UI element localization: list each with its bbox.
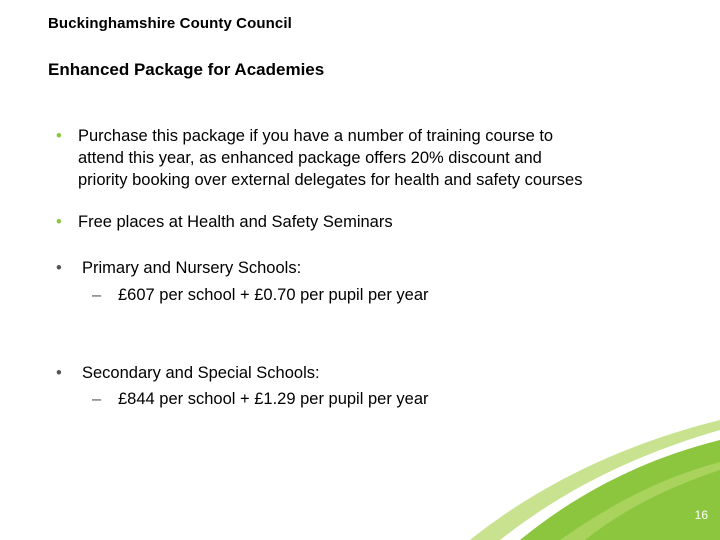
sub-item-text: £607 per school + £0.70 per pupil per year — [118, 286, 429, 304]
bullet-text-line: Free places at Health and Safety Seminars — [78, 213, 393, 231]
sub-item-text: £844 per school + £1.29 per pupil per year — [118, 390, 429, 408]
bullet-text-line: Purchase this package if you have a number of training course to — [78, 127, 554, 145]
page-number: 16 — [694, 508, 708, 522]
bullet-marker: • — [56, 213, 62, 231]
bullet-marker: • — [56, 127, 62, 145]
bullet-marker: • — [56, 364, 62, 382]
bullet-text-line: attend this year, as enhanced package offers 20% discount and — [78, 149, 542, 167]
bullet-text-line: Primary and Nursery Schools: — [82, 259, 302, 277]
sub-item-marker: – — [92, 390, 102, 408]
bullet-text-line: Secondary and Special Schools: — [82, 364, 320, 382]
bullet-text-line: priority booking over external delegates for health and safety courses — [78, 171, 583, 189]
organization-name: Buckinghamshire County Council — [48, 15, 292, 32]
sub-item-marker: – — [92, 286, 102, 304]
bullet-marker: • — [56, 259, 62, 277]
slide-title: Enhanced Package for Academies — [48, 60, 325, 79]
